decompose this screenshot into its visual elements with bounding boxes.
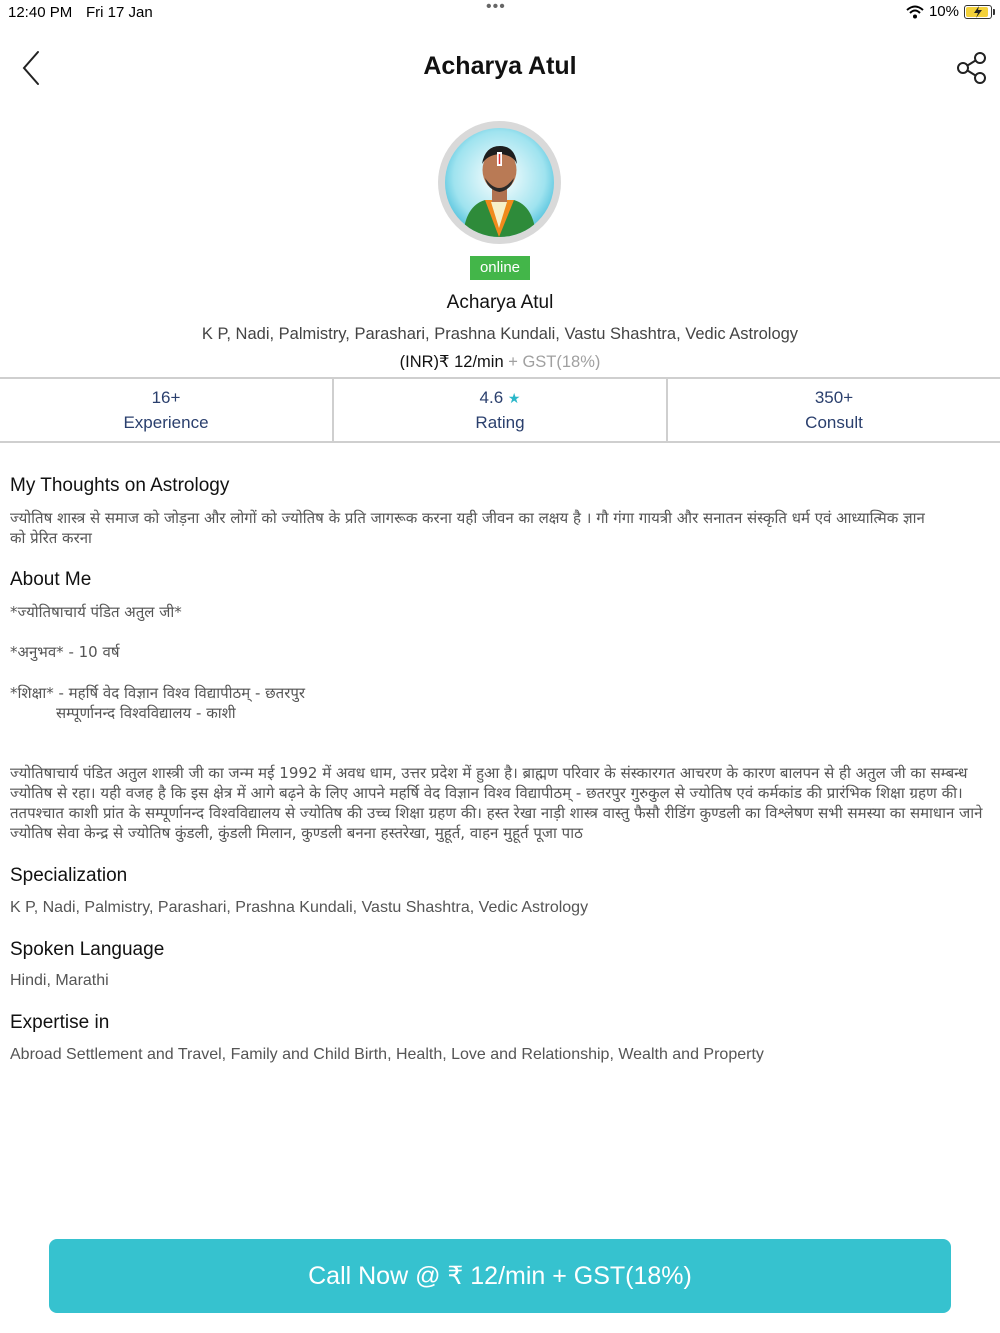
astrologer-skills: K P, Nadi, Palmistry, Parashari, Prashna Kundali, Vastu Shashtra, Vedic Astrology (201, 325, 799, 343)
battery-percent: 10% (928, 3, 959, 20)
thoughts-text: ज्योतिष शास्त्र से समाज को जोड़ना और लोगों को ज्योतिष के प्रति जागरूक करना यही जीवन का लक्षय है । गौ गंगा गायत्री और सनातन संस्कृति धर्म एवं आध्यात्मिक ज्ञान को प्रेरित करना (10, 509, 925, 547)
stat-experience (0, 379, 332, 441)
about-line-education: *शिक्षा* - महर्षि वेद विज्ञान विश्व विद्यापीठम् - छतरपुर (10, 684, 305, 702)
about-heading: About Me (10, 569, 92, 590)
stat-label: Experience (123, 413, 209, 432)
stats-row (0, 377, 1000, 443)
battery-icon (964, 5, 992, 19)
about-line-title: *ज्योतिषाचार्य पंडित अतुल जी* (10, 603, 182, 621)
status-date: Fri 17 Jan (86, 4, 153, 21)
stat-consult (666, 379, 1000, 441)
star-icon: ★ (507, 390, 521, 406)
status-badge: online (470, 256, 530, 280)
about-line-university: सम्पूर्णानन्द विश्वविद्यालय - काशी (56, 704, 236, 722)
status-time: 12:40 PM (8, 4, 73, 21)
page-title: Acharya Atul (423, 52, 577, 80)
about-bio: ज्योतिषाचार्य पंडित अतुल शास्त्री जी का जन्म मई 1992 में अवध धाम, उत्तर प्रदेश में हुआ है। ब्राह्मण परिवार के संस्कारगत आचरण के कारण बालपन से ही अतुल जी का सम्बन्ध ज्योतिष से रहा। यही वजह है कि इस क्षेत्र में आगे बढ़ने के लिए आपने महर्षि वेद विज्ञान विश्व विद्यापीठम् - छतरपुर गुरुकुल से ज्योतिष एवं कर्मकांड की प्रारंभिक शिक्षा ग्रहण की। ततपश्चात काशी प्रांत के सम्पूर्णानन्द विश्वविद्यालय से ज्योतिष की उच्च शिक्षा ग्रहण की। हस्त रेखा नाड़ी शास्त्र वास्तु फैसौ रीडिंग कुण्डली का विश्लेषण सभी समस्या का समाधान जाने ज्योतिष सेवा केन्द्र से ज्योतिष कुंडली, कुंडली मिलान, कुण्डली बनना हस्तरेखा, मुहूर्त, वाहन मुहूर्त पूजा पाठ (10, 764, 983, 842)
astrologer-name: Acharya Atul (446, 292, 554, 313)
status-indicators (906, 3, 992, 20)
stat-label: Rating (475, 413, 525, 432)
stat-label: Consult (805, 413, 863, 432)
price-line (0, 352, 1000, 370)
stat-rating (332, 379, 666, 441)
price-value: (INR)₹ 12/min (399, 353, 504, 370)
multitask-dots-icon[interactable]: ••• (486, 0, 506, 15)
about-line-experience: *अनुभव* - 10 वर्ष (10, 643, 120, 661)
share-icon (954, 50, 990, 86)
call-now-button[interactable]: Call Now @ ₹ 12/min + GST(18%) (49, 1239, 951, 1313)
specialization-text: K P, Nadi, Palmistry, Parashari, Prashna Kundali, Vastu Shashtra, Vedic Astrology (10, 899, 589, 916)
avatar[interactable] (438, 121, 561, 244)
stat-value: 350+ (814, 388, 854, 407)
language-text: Hindi, Marathi (10, 972, 109, 989)
avatar-photo (445, 128, 554, 237)
expertise-heading: Expertise in (10, 1012, 110, 1033)
language-heading: Spoken Language (10, 939, 165, 960)
thoughts-heading: My Thoughts on Astrology (10, 475, 230, 496)
share-button[interactable] (954, 50, 990, 86)
stat-value: 16+ (151, 388, 181, 407)
wifi-icon (906, 5, 924, 19)
stat-value: 4.6 (479, 388, 504, 407)
price-gst: + GST(18%) (508, 353, 601, 370)
specialization-heading: Specialization (10, 865, 128, 886)
expertise-text: Abroad Settlement and Travel, Family and Child Birth, Health, Love and Relationship, Wealth and Property (10, 1046, 764, 1063)
status-bar (0, 0, 1000, 26)
